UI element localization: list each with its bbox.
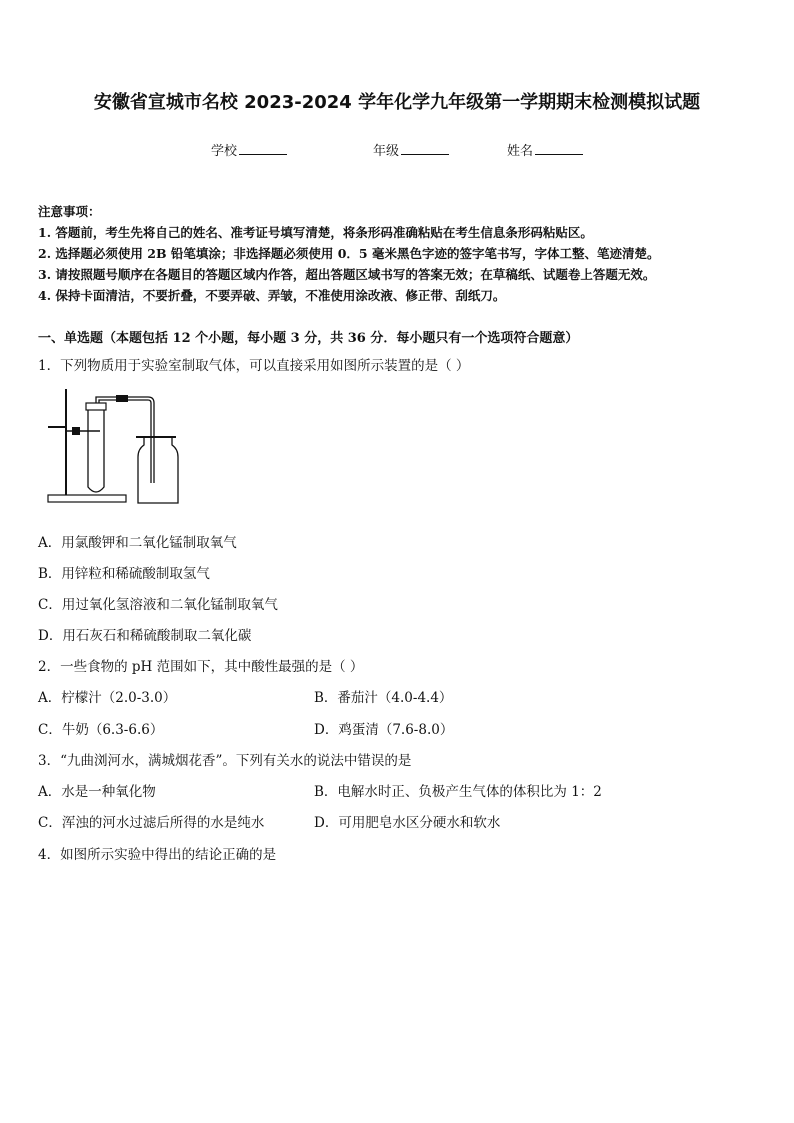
name-label: 姓名 [507,144,534,159]
option-1-a[interactable]: A．用氯酸钾和二氧化锰制取氧气 [38,535,237,551]
grade-label: 年级 [373,144,400,159]
option-2-c[interactable]: C．牛奶（6.3-6.6） [38,722,164,738]
school-label: 学校 [211,144,238,159]
note-item: 2. 选择题必须使用 2B 铅笔填涂；非选择题必须使用 0．5 毫米黑色字迹的签字笔书写，字体工整、笔迹清楚。 [38,246,660,261]
section-heading: 一、单选题（本题包括 12 个小题，每小题 3 分，共 36 分．每小题只有一个选项符合题意） [38,331,579,346]
option-3-b[interactable]: B．电解水时正、负极产生气体的体积比为 1：2 [314,784,602,800]
name-blank[interactable] [535,141,583,155]
option-1-b[interactable]: B．用锌粒和稀硫酸制取氢气 [38,566,210,582]
note-item: 1. 答题前，考生先将自己的姓名、准考证号填写清楚，将条形码准确粘贴在考生信息条形码粘贴区。 [38,225,593,240]
option-1-d[interactable]: D．用石灰石和稀硫酸制取二氧化碳 [38,628,252,644]
note-item: 3. 请按照题号顺序在各题目的答题区域内作答，超出答题区域书写的答案无效；在草稿纸、试题卷上答题无效。 [38,267,656,282]
notes-title: 注意事项： [38,204,101,219]
note-item: 4. 保持卡面清洁，不要折叠，不要弄破、弄皱，不准使用涂改液、修正带、刮纸刀。 [38,288,506,303]
option-2-b[interactable]: B．番茄汁（4.0-4.4） [314,690,453,706]
option-3-d[interactable]: D．可用肥皂水区分硬水和软水 [314,815,501,831]
question-2-stem: 2．一些食物的 pH 范围如下，其中酸性最强的是（ ） [38,659,364,675]
option-1-c[interactable]: C．用过氧化氢溶液和二氧化锰制取氧气 [38,597,278,613]
question-4-stem: 4．如图所示实验中得出的结论正确的是 [38,847,277,863]
option-2-d[interactable]: D．鸡蛋清（7.6-8.0） [314,722,454,738]
grade-field[interactable] [373,140,449,159]
name-field[interactable] [507,140,583,159]
option-2-a[interactable]: A．柠檬汁（2.0-3.0） [38,690,177,706]
school-blank[interactable] [239,141,287,155]
school-field[interactable] [211,140,287,159]
option-3-c[interactable]: C．浑浊的河水过滤后所得的水是纯水 [38,815,265,831]
question-3-stem: 3．“九曲浏河水，满城烟花香”。下列有关水的说法中错误的是 [38,753,412,769]
page-title: 安徽省宣城市名校 2023-2024 学年化学九年级第一学期期末检测模拟试题 [93,92,701,113]
option-3-a[interactable]: A．水是一种氧化物 [38,784,156,800]
question-1-stem: 1．下列物质用于实验室制取气体，可以直接采用如图所示装置的是（ ） [38,358,470,374]
grade-blank[interactable] [401,141,449,155]
gas-collection-apparatus-diagram [44,385,184,507]
